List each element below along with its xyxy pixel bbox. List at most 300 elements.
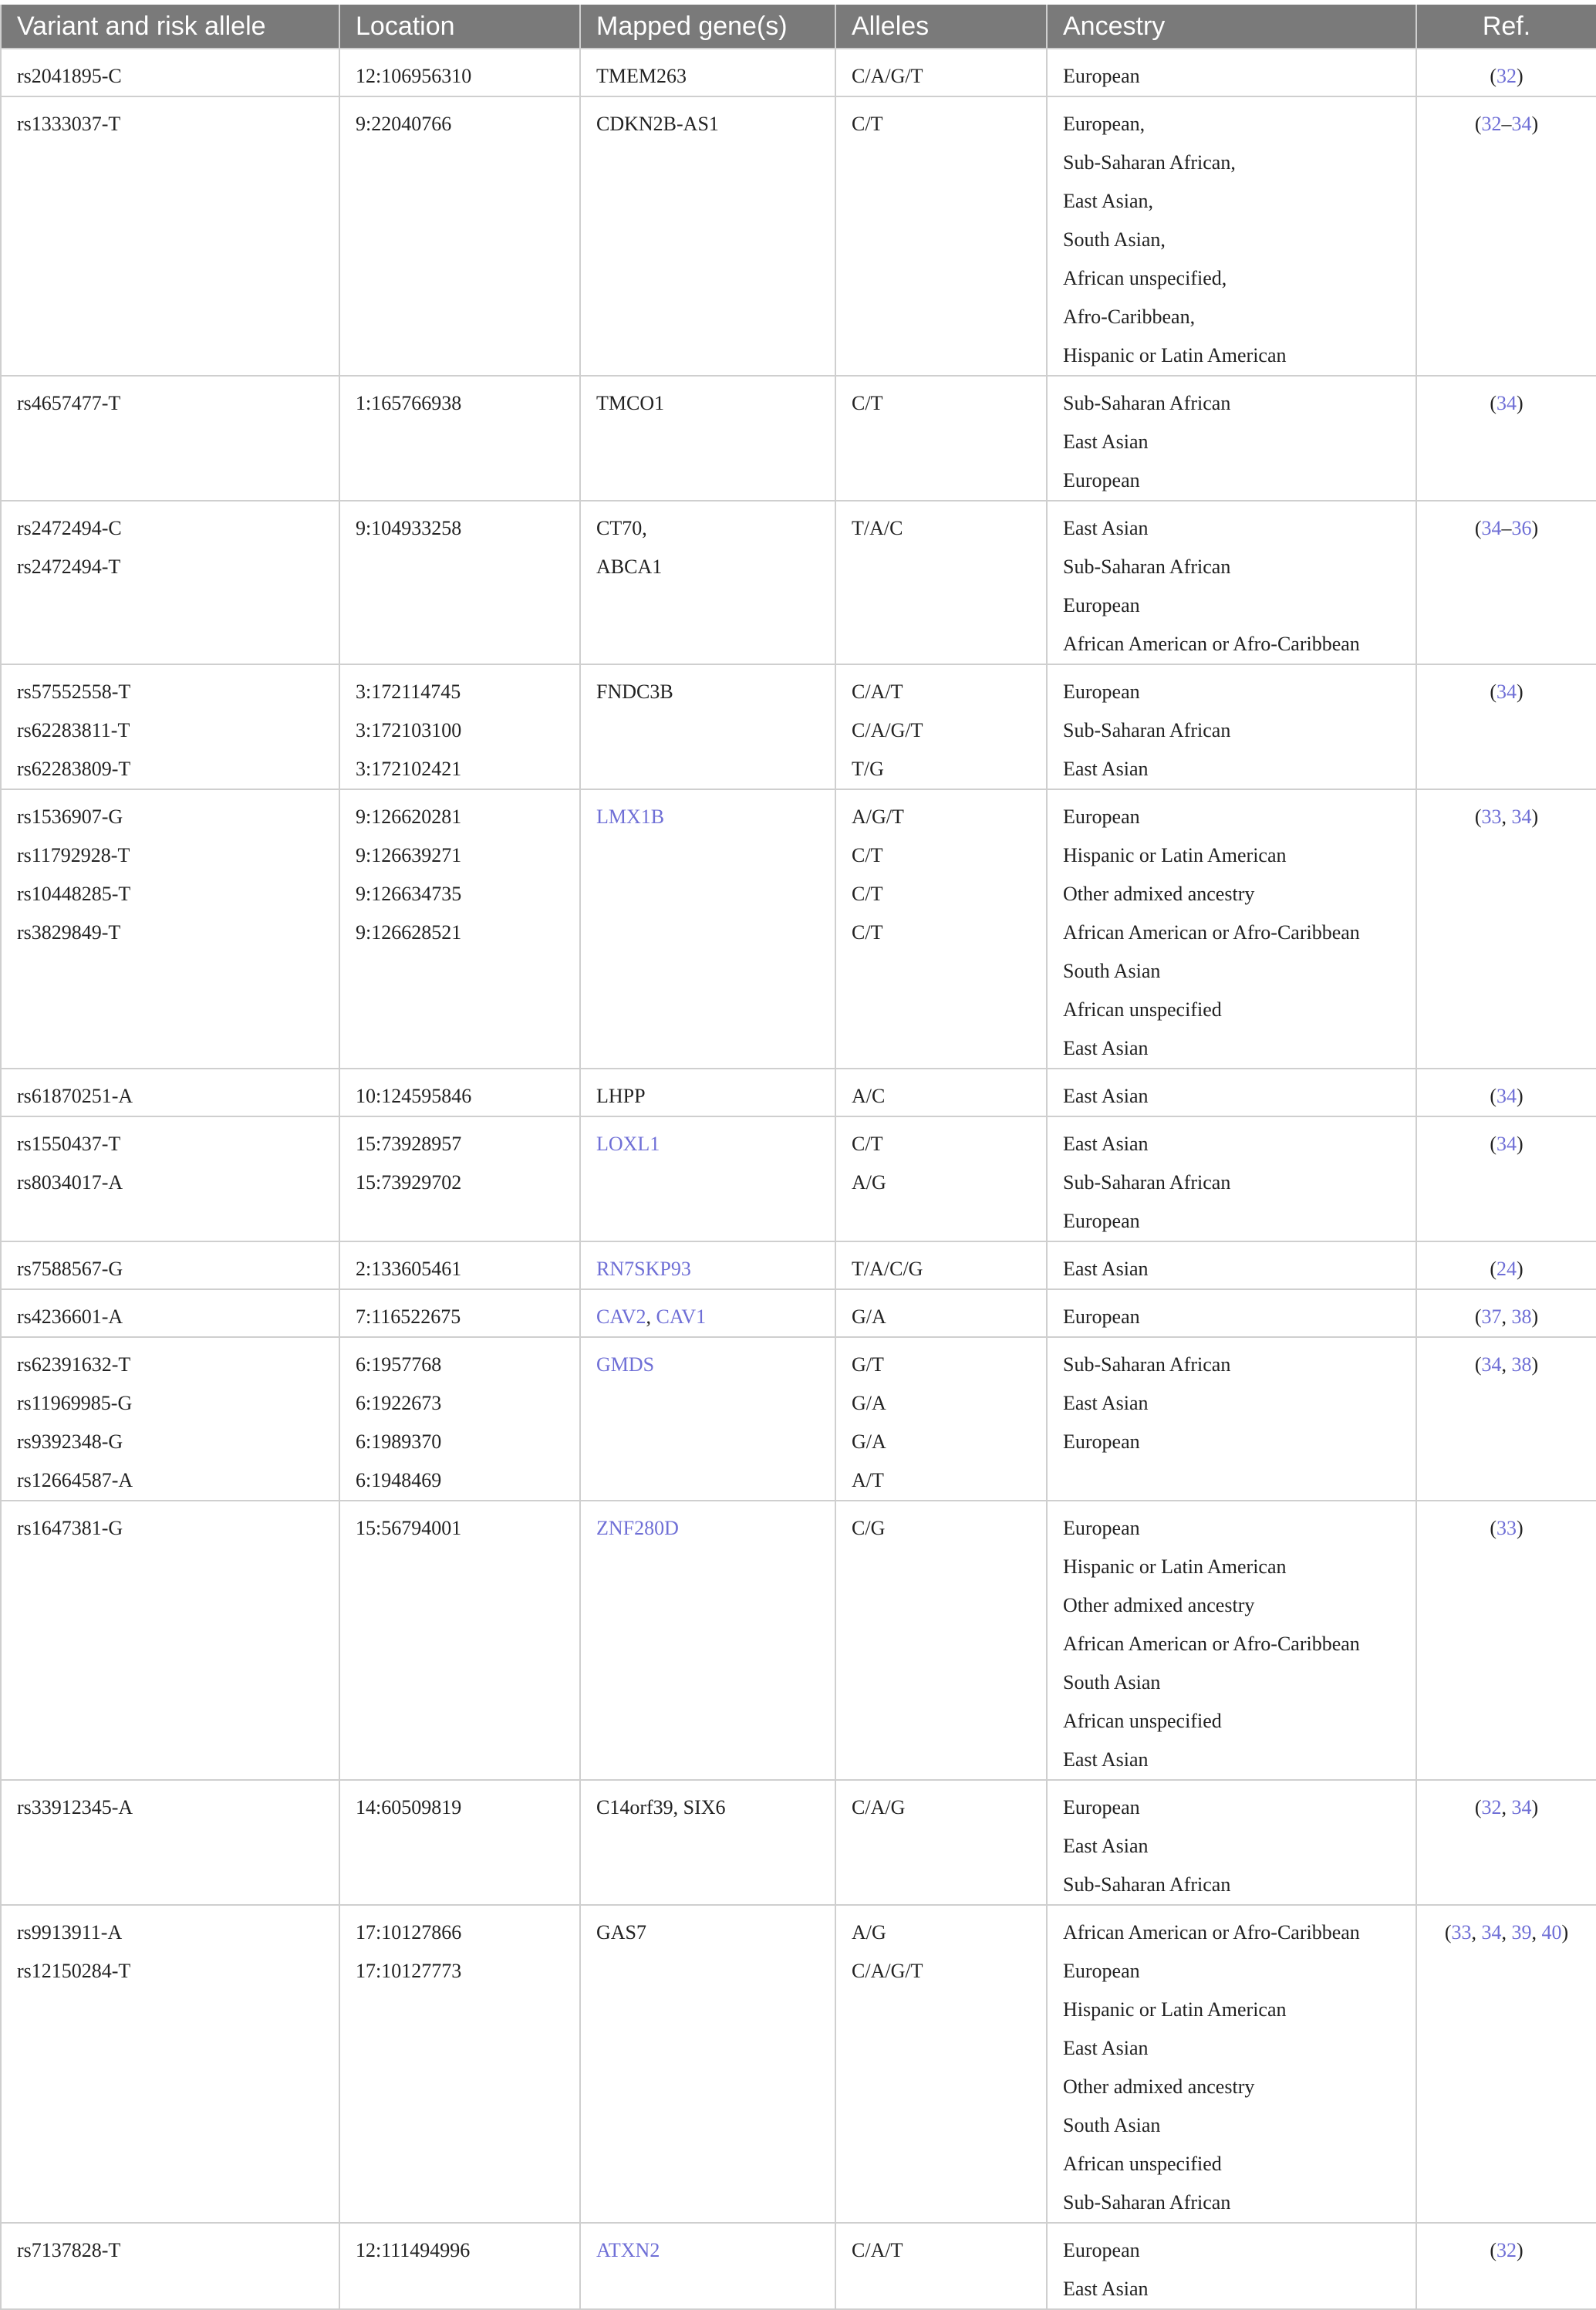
ref-cell <box>1416 1501 1596 1780</box>
ancestry-cell-line: East Asian, <box>1063 190 1153 212</box>
genes-cell-line: CDKN2B-AS1 <box>596 113 719 135</box>
ancestry-cell-line: European <box>1063 1305 1140 1328</box>
gene-link[interactable]: ATXN2 <box>596 2239 660 2261</box>
variant-cell <box>1 1905 339 2223</box>
ancestry-cell-line: European <box>1063 1796 1140 1819</box>
ancestry-cell <box>1047 1069 1416 1116</box>
ref-close-paren: ) <box>1561 1921 1569 1944</box>
ancestry-cell-line: Other admixed ancestry <box>1063 1594 1255 1616</box>
ancestry-cell-line: Sub-Saharan African <box>1063 719 1231 741</box>
ancestry-cell-line: Sub-Saharan African <box>1063 1873 1231 1896</box>
column-header-alleles: Alleles <box>835 5 1047 49</box>
ref-close-paren: ) <box>1531 805 1539 828</box>
ref-open-paren: ( <box>1490 65 1496 87</box>
variant-cell <box>1 49 339 96</box>
alleles-cell <box>835 1780 1047 1905</box>
variant-cell-line: rs1536907-G <box>17 805 123 828</box>
variant-cell <box>1 1501 339 1780</box>
ref-separator: , <box>1501 1796 1512 1819</box>
ancestry-cell-line: African unspecified <box>1063 2153 1222 2175</box>
alleles-cell-line: G/A <box>852 1305 886 1328</box>
variant-cell-line: rs57552558-T <box>17 681 131 703</box>
ref-cell <box>1416 1337 1596 1501</box>
ref-cell <box>1416 376 1596 501</box>
variant-cell-line: rs2472494-T <box>17 556 121 578</box>
ref-close-paren: ) <box>1517 1517 1523 1539</box>
ref-close-paren: ) <box>1517 1133 1523 1155</box>
variant-cell <box>1 1289 339 1337</box>
ref-link[interactable]: 32 <box>1496 2239 1517 2261</box>
alleles-cell-line: C/T <box>852 392 883 414</box>
table-row <box>1 1905 1596 2223</box>
variant-cell-line: rs33912345-A <box>17 1796 133 1819</box>
table-row <box>1 501 1596 664</box>
ancestry-cell-line: Hispanic or Latin American <box>1063 1998 1287 2021</box>
ancestry-cell-line: African unspecified <box>1063 1710 1222 1732</box>
alleles-cell <box>835 1501 1047 1780</box>
location-cell <box>339 96 580 376</box>
table-row <box>1 1069 1596 1116</box>
ancestry-cell-line: African unspecified, <box>1063 267 1227 289</box>
variant-cell <box>1 789 339 1069</box>
ref-separator: , <box>1531 1921 1542 1944</box>
ancestry-cell-line: European <box>1063 594 1140 616</box>
header-row <box>1 5 1596 49</box>
ancestry-cell <box>1047 1780 1416 1905</box>
ancestry-cell <box>1047 1905 1416 2223</box>
ancestry-cell-line: Sub-Saharan African <box>1063 392 1231 414</box>
ref-open-paren: ( <box>1444 1921 1452 1944</box>
ancestry-cell-line: Other admixed ancestry <box>1063 883 1255 905</box>
ancestry-cell-line: African American or Afro-Caribbean <box>1063 1633 1360 1655</box>
ref-close-paren: ) <box>1531 1353 1539 1376</box>
genes-cell-line <box>596 1250 835 1288</box>
ref-open-paren: ( <box>1474 1305 1482 1328</box>
ref-cell <box>1416 664 1596 789</box>
ancestry-cell-line: South Asian, <box>1063 228 1166 251</box>
ancestry-cell-line: South Asian <box>1063 960 1161 982</box>
genes-cell <box>580 789 835 1069</box>
ancestry-cell-line: European <box>1063 1517 1140 1539</box>
table-row <box>1 1337 1596 1501</box>
gene-link[interactable]: LOXL1 <box>596 1133 660 1155</box>
location-cell-line: 9:22040766 <box>356 113 452 135</box>
genes-cell <box>580 1116 835 1241</box>
genes-cell <box>580 501 835 664</box>
alleles-cell-line: C/G <box>852 1517 886 1539</box>
ref-open-paren: ( <box>1490 392 1496 414</box>
ref-link[interactable]: 34 <box>1496 681 1517 703</box>
ref-separator: , <box>1501 1921 1512 1944</box>
ancestry-cell-line: African American or Afro-Caribbean <box>1063 1921 1360 1944</box>
alleles-cell-line: C/T <box>852 883 883 905</box>
location-cell <box>339 1905 580 2223</box>
ref-link[interactable]: 34 <box>1511 113 1532 135</box>
variant-cell <box>1 1241 339 1289</box>
ref-link[interactable]: 34 <box>1481 1353 1502 1376</box>
genes-cell-line: C14orf39, SIX6 <box>596 1796 726 1819</box>
table-row <box>1 789 1596 1069</box>
ref-link[interactable]: 37 <box>1481 1305 1502 1328</box>
ref-link[interactable]: 34 <box>1481 517 1502 539</box>
ancestry-cell <box>1047 501 1416 664</box>
ref-close-paren: ) <box>1531 1796 1539 1819</box>
gene-link[interactable]: GMDS <box>596 1353 655 1376</box>
ref-link[interactable]: 33 <box>1451 1921 1472 1944</box>
ancestry-cell-line: African unspecified <box>1063 998 1222 1021</box>
ref-open-paren: ( <box>1474 1796 1482 1819</box>
variant-cell-line: rs2041895-C <box>17 65 122 87</box>
alleles-cell-line: A/C <box>852 1085 886 1107</box>
location-cell <box>339 664 580 789</box>
location-cell-line: 2:133605461 <box>356 1258 462 1280</box>
alleles-cell <box>835 1069 1047 1116</box>
alleles-cell-line: A/T <box>852 1469 884 1491</box>
ref-open-paren: ( <box>1490 1517 1496 1539</box>
variant-cell <box>1 376 339 501</box>
variant-cell <box>1 96 339 376</box>
genes-cell <box>580 1501 835 1780</box>
alleles-cell <box>835 376 1047 501</box>
variant-cell-line: rs7588567-G <box>17 1258 123 1280</box>
ancestry-cell <box>1047 664 1416 789</box>
alleles-cell <box>835 501 1047 664</box>
location-cell-line: 17:10127773 <box>356 1960 462 1982</box>
ancestry-cell-line: East Asian <box>1063 758 1149 780</box>
table-body <box>1 49 1596 2309</box>
alleles-cell <box>835 1289 1047 1337</box>
column-header-location: Location <box>339 5 580 49</box>
ancestry-cell-line: Sub-Saharan African, <box>1063 151 1236 174</box>
genes-cell <box>580 1289 835 1337</box>
alleles-cell <box>835 1241 1047 1289</box>
ref-separator: , <box>1471 1921 1482 1944</box>
alleles-cell <box>835 789 1047 1069</box>
alleles-cell-line: A/G <box>852 1171 886 1194</box>
ancestry-cell-line: East Asian <box>1063 517 1149 539</box>
ancestry-cell <box>1047 1116 1416 1241</box>
variant-cell-line: rs3829849-T <box>17 921 121 944</box>
alleles-cell <box>835 1905 1047 2223</box>
alleles-cell-line: C/A/G/T <box>852 1960 923 1982</box>
variant-cell-line: rs62391632-T <box>17 1353 131 1376</box>
ref-close-paren: ) <box>1517 65 1523 87</box>
genes-cell-line <box>596 1125 835 1163</box>
ref-link[interactable]: 34 <box>1511 1796 1532 1819</box>
variant-cell-line: rs12150284-T <box>17 1960 131 1982</box>
variants-table <box>0 5 1596 2310</box>
ancestry-cell-line: Hispanic or Latin American <box>1063 1555 1287 1578</box>
ancestry-cell-line: Sub-Saharan African <box>1063 1353 1231 1376</box>
table-row <box>1 1780 1596 1905</box>
location-cell-line: 15:73929702 <box>356 1171 462 1194</box>
ancestry-cell <box>1047 1241 1416 1289</box>
alleles-cell-line: C/A/G/T <box>852 719 923 741</box>
ref-link[interactable]: 32 <box>1481 113 1502 135</box>
ancestry-cell-line: European <box>1063 2239 1140 2261</box>
ref-cell <box>1416 789 1596 1069</box>
genes-cell <box>580 1780 835 1905</box>
table-row <box>1 1289 1596 1337</box>
ancestry-cell-line: African American or Afro-Caribbean <box>1063 921 1360 944</box>
ancestry-cell <box>1047 376 1416 501</box>
table-row <box>1 1501 1596 1780</box>
genes-cell-line: TMCO1 <box>596 392 665 414</box>
ref-open-paren: ( <box>1474 1353 1482 1376</box>
genes-cell-line: LHPP <box>596 1085 646 1107</box>
ancestry-cell-line: East Asian <box>1063 1748 1149 1771</box>
alleles-cell <box>835 49 1047 96</box>
ref-link[interactable]: 34 <box>1496 1133 1517 1155</box>
ref-link[interactable]: 34 <box>1511 805 1532 828</box>
location-cell-line: 15:73928957 <box>356 1133 462 1155</box>
alleles-cell <box>835 1337 1047 1501</box>
alleles-cell-line: C/A/T <box>852 681 903 703</box>
column-header-variant: Variant and risk allele <box>1 5 339 49</box>
ref-close-paren: ) <box>1517 2239 1523 2261</box>
ancestry-cell-line: Hispanic or Latin American <box>1063 844 1287 866</box>
ref-link[interactable]: 33 <box>1496 1517 1517 1539</box>
location-cell <box>339 1116 580 1241</box>
genes-cell-line <box>596 2231 835 2270</box>
genes-cell-line: CT70, <box>596 517 647 539</box>
ref-link[interactable]: 32 <box>1481 1796 1502 1819</box>
genes-cell-line: FNDC3B <box>596 681 673 703</box>
column-header-ref: Ref. <box>1416 5 1596 49</box>
ancestry-cell <box>1047 49 1416 96</box>
gene-link[interactable]: CAV1 <box>656 1305 707 1328</box>
location-cell-line: 12:111494996 <box>356 2239 471 2261</box>
ref-link[interactable]: 38 <box>1511 1353 1532 1376</box>
location-cell-line: 3:172103100 <box>356 719 462 741</box>
variant-cell <box>1 501 339 664</box>
ref-open-paren: ( <box>1490 2239 1496 2261</box>
ancestry-cell-line: Hispanic or Latin American <box>1063 344 1287 366</box>
location-cell-line: 3:172114745 <box>356 681 461 703</box>
ancestry-cell-line: European <box>1063 469 1140 491</box>
ancestry-cell-line: East Asian <box>1063 1835 1149 1857</box>
ref-separator: – <box>1501 113 1512 135</box>
ref-open-paren: ( <box>1490 1258 1496 1280</box>
ref-link[interactable]: 34 <box>1496 1085 1517 1107</box>
table-row <box>1 49 1596 96</box>
location-cell-line: 3:172102421 <box>356 758 462 780</box>
genes-cell <box>580 1905 835 2223</box>
variant-cell-line: rs1647381-G <box>17 1517 123 1539</box>
ancestry-cell-line: Other admixed ancestry <box>1063 2075 1255 2098</box>
ancestry-cell-line: East Asian <box>1063 1085 1149 1107</box>
ref-open-paren: ( <box>1474 113 1482 135</box>
location-cell-line: 9:126628521 <box>356 921 462 944</box>
location-cell <box>339 1501 580 1780</box>
ref-cell <box>1416 1069 1596 1116</box>
alleles-cell-line: C/T <box>852 1133 883 1155</box>
ancestry-cell-line: European <box>1063 65 1140 87</box>
genes-cell <box>580 1241 835 1289</box>
alleles-cell <box>835 96 1047 376</box>
ref-open-paren: ( <box>1490 1133 1496 1155</box>
ancestry-cell <box>1047 1501 1416 1780</box>
variant-cell <box>1 1337 339 1501</box>
alleles-cell-line: G/T <box>852 1353 884 1376</box>
alleles-cell-line: C/A/T <box>852 2239 903 2261</box>
genes-cell-line <box>596 1298 835 1336</box>
ref-link[interactable]: 40 <box>1541 1921 1562 1944</box>
variant-cell <box>1 1780 339 1905</box>
location-cell-line: 6:1989370 <box>356 1430 442 1453</box>
alleles-cell-line: T/A/C <box>852 517 903 539</box>
ref-cell <box>1416 1116 1596 1241</box>
ref-cell <box>1416 1241 1596 1289</box>
variant-cell-line: rs62283809-T <box>17 758 131 780</box>
variant-cell-line: rs7137828-T <box>17 2239 121 2261</box>
ancestry-cell-line: European <box>1063 1210 1140 1232</box>
alleles-cell-line: G/A <box>852 1430 886 1453</box>
genes-cell-line <box>596 798 835 836</box>
variant-cell-line: rs1333037-T <box>17 113 121 135</box>
ancestry-cell-line: African American or Afro-Caribbean <box>1063 633 1360 655</box>
variant-cell <box>1 664 339 789</box>
location-cell <box>339 49 580 96</box>
location-cell-line: 12:106956310 <box>356 65 472 87</box>
ref-link[interactable]: 34 <box>1481 1921 1502 1944</box>
variant-cell-line: rs8034017-A <box>17 1171 123 1194</box>
ancestry-cell-line: Afro-Caribbean, <box>1063 306 1196 328</box>
alleles-cell-line: T/G <box>852 758 884 780</box>
alleles-cell-line: A/G <box>852 1921 886 1944</box>
location-cell-line: 15:56794001 <box>356 1517 462 1539</box>
ref-link[interactable]: 33 <box>1481 805 1502 828</box>
ref-cell <box>1416 1780 1596 1905</box>
ancestry-cell-line: East Asian <box>1063 1037 1149 1059</box>
variant-cell-line: rs61870251-A <box>17 1085 133 1107</box>
ref-cell <box>1416 1905 1596 2223</box>
variant-cell-line: rs12664587-A <box>17 1469 133 1491</box>
alleles-cell <box>835 664 1047 789</box>
variant-cell-line: rs4657477-T <box>17 392 121 414</box>
location-cell <box>339 1780 580 1905</box>
location-cell <box>339 376 580 501</box>
column-header-genes: Mapped gene(s) <box>580 5 835 49</box>
ancestry-cell <box>1047 1337 1416 1501</box>
alleles-cell-line: C/T <box>852 921 883 944</box>
location-cell-line: 9:104933258 <box>356 517 462 539</box>
ancestry-cell-line: East Asian <box>1063 1392 1149 1414</box>
ref-link[interactable]: 38 <box>1511 1305 1532 1328</box>
ancestry-cell-line: Sub-Saharan African <box>1063 2191 1231 2214</box>
table-row <box>1 376 1596 501</box>
location-cell-line: 17:10127866 <box>356 1921 462 1944</box>
genes-cell-line: GAS7 <box>596 1921 647 1944</box>
ref-close-paren: ) <box>1517 392 1523 414</box>
ref-open-paren: ( <box>1490 681 1496 703</box>
ref-link[interactable]: 32 <box>1496 65 1517 87</box>
gene-link[interactable]: ZNF280D <box>596 1517 679 1539</box>
location-cell-line: 14:60509819 <box>356 1796 462 1819</box>
genes-cell-line: TMEM263 <box>596 65 687 87</box>
genes-cell-line <box>596 1509 835 1548</box>
ancestry-cell-line: East Asian <box>1063 1258 1149 1280</box>
variant-cell-line: rs4236601-A <box>17 1305 123 1328</box>
location-cell <box>339 1289 580 1337</box>
alleles-cell-line: C/A/G/T <box>852 65 923 87</box>
gene-link[interactable]: RN7SKP93 <box>596 1258 691 1280</box>
gene-link[interactable]: CAV2 <box>596 1305 646 1328</box>
ref-separator: , <box>1501 805 1512 828</box>
gene-link[interactable]: LMX1B <box>596 805 665 828</box>
location-cell-line: 6:1957768 <box>356 1353 442 1376</box>
location-cell <box>339 1069 580 1116</box>
ancestry-cell <box>1047 789 1416 1069</box>
alleles-cell-line: G/A <box>852 1392 886 1414</box>
variant-cell-line: rs2472494-C <box>17 517 122 539</box>
variant-cell-line: rs1550437-T <box>17 1133 121 1155</box>
alleles-cell-line: C/A/G <box>852 1796 906 1819</box>
variant-cell-line: rs62283811-T <box>17 719 130 741</box>
genes-cell <box>580 96 835 376</box>
ref-link[interactable]: 34 <box>1496 392 1517 414</box>
ref-open-paren: ( <box>1474 517 1482 539</box>
ref-link[interactable]: 24 <box>1496 1258 1517 1280</box>
ref-close-paren: ) <box>1517 1085 1523 1107</box>
ref-link[interactable]: 36 <box>1511 517 1532 539</box>
ancestry-cell-line: European <box>1063 1430 1140 1453</box>
ref-close-paren: ) <box>1517 1258 1523 1280</box>
ancestry-cell <box>1047 96 1416 376</box>
ancestry-cell-line: South Asian <box>1063 2114 1161 2136</box>
ancestry-cell-line: European, <box>1063 113 1146 135</box>
location-cell-line: 1:165766938 <box>356 392 462 414</box>
genes-cell <box>580 1069 835 1116</box>
ref-open-paren: ( <box>1474 805 1482 828</box>
ref-open-paren: ( <box>1490 1085 1496 1107</box>
ref-cell <box>1416 1289 1596 1337</box>
ancestry-cell-line: East Asian <box>1063 431 1149 453</box>
table-row <box>1 1241 1596 1289</box>
ref-close-paren: ) <box>1531 113 1539 135</box>
ref-close-paren: ) <box>1531 1305 1539 1328</box>
location-cell <box>339 1337 580 1501</box>
ancestry-cell-line: East Asian <box>1063 2037 1149 2059</box>
table-row <box>1 664 1596 789</box>
ref-separator: – <box>1501 517 1512 539</box>
ancestry-cell-line: South Asian <box>1063 1671 1161 1694</box>
ref-cell <box>1416 49 1596 96</box>
ref-link[interactable]: 39 <box>1511 1921 1532 1944</box>
variant-cell-line: rs9392348-G <box>17 1430 123 1453</box>
alleles-cell <box>835 1116 1047 1241</box>
ancestry-cell-line: Sub-Saharan African <box>1063 1171 1231 1194</box>
location-cell <box>339 1241 580 1289</box>
variant-cell-line: rs10448285-T <box>17 883 131 905</box>
ref-close-paren: ) <box>1517 681 1523 703</box>
alleles-cell-line: T/A/C/G <box>852 1258 923 1280</box>
location-cell-line: 10:124595846 <box>356 1085 472 1107</box>
location-cell-line: 6:1948469 <box>356 1469 442 1491</box>
variant-cell <box>1 1069 339 1116</box>
ref-cell <box>1416 501 1596 664</box>
ancestry-cell-line: European <box>1063 1960 1140 1982</box>
ancestry-cell <box>1047 1289 1416 1337</box>
variant-cell <box>1 1116 339 1241</box>
alleles-cell-line: C/T <box>852 113 883 135</box>
location-cell <box>339 501 580 664</box>
genes-cell <box>580 664 835 789</box>
ancestry-cell-line: European <box>1063 681 1140 703</box>
column-header-ancestry: Ancestry <box>1047 5 1416 49</box>
location-cell <box>339 789 580 1069</box>
ancestry-cell-line: East Asian <box>1063 2278 1149 2300</box>
